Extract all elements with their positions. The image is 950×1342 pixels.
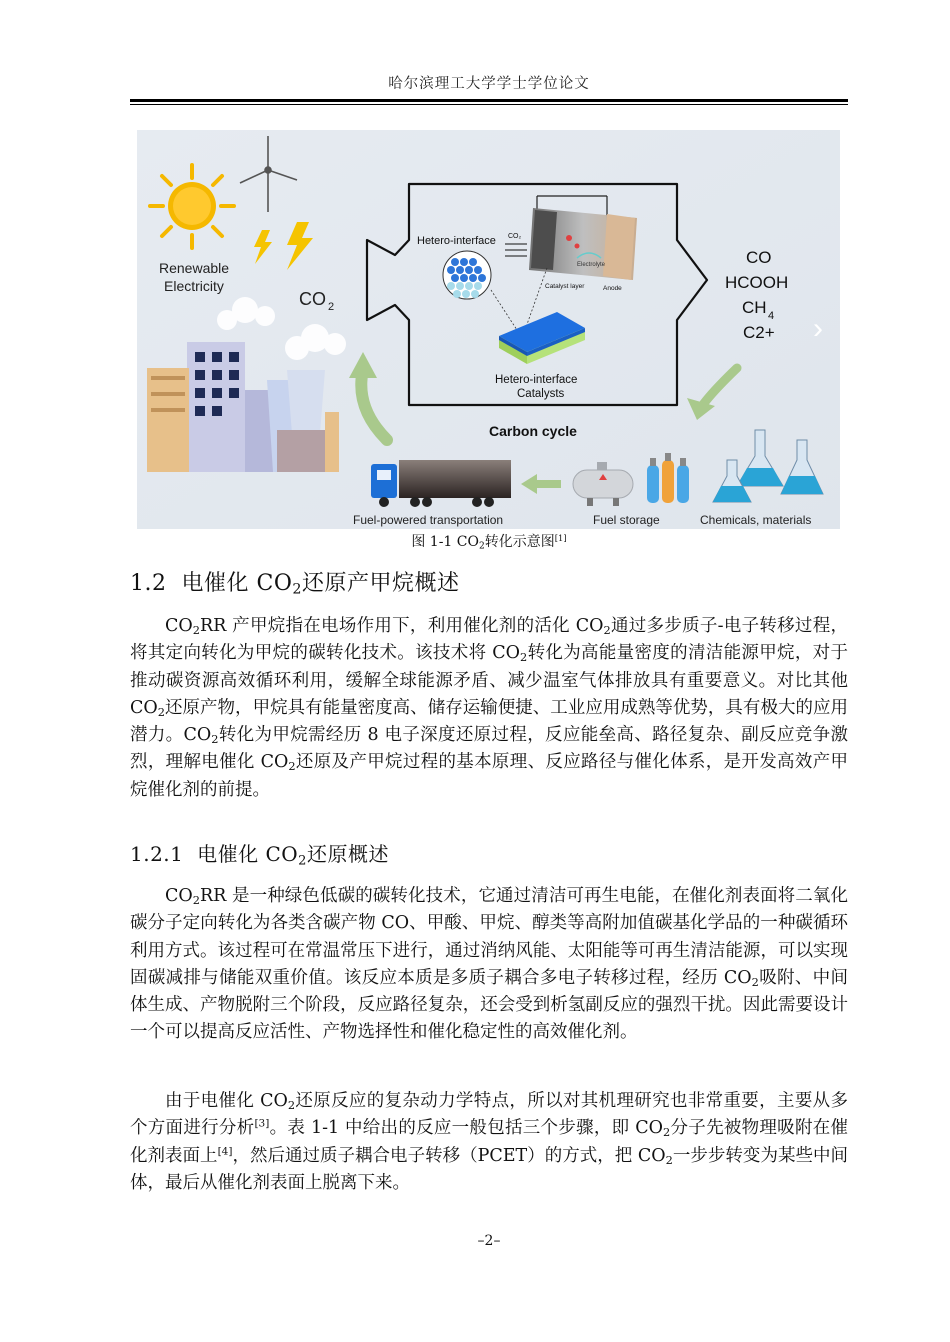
gas-cylinders-icon (647, 453, 689, 503)
text-run: CO (165, 886, 193, 906)
subsection-number: 1.2.1 (130, 842, 184, 866)
text-run: 。表 1-1 中给出的反应一般包括三个步骤，即 CO (269, 1118, 663, 1139)
product-co: CO (746, 248, 772, 267)
anode-label: Anode (603, 285, 622, 292)
paragraph-2 (130, 883, 848, 1047)
text-sub: 2 (665, 1152, 673, 1167)
text-sub: 2 (751, 974, 759, 989)
subsection-heading (130, 838, 389, 867)
citation-ref: [3] (254, 1118, 270, 1130)
paragraph-1 (130, 613, 848, 804)
catalyst-layer-label: Catalyst layer (545, 283, 585, 290)
text-sub: 2 (287, 1097, 296, 1112)
header-rule-thin (130, 104, 848, 105)
figure-caption (130, 531, 848, 551)
co2-small-label: CO₂ (508, 233, 522, 240)
text-run: ，然后通过质子耦合电子转移（PCET）的方式，把 CO (232, 1145, 666, 1166)
text-run: 还原反应的复杂动力学特点，所以对其机理研究也非常重要，主要从多个方面进行分析 (130, 1091, 848, 1139)
product-c2: C2+ (743, 323, 775, 342)
product-ch4: CH (742, 298, 767, 317)
text-run: RR 是一种绿色低碳的碳转化技术，它通过清洁可再生电能，在催化剂表面将二氧化碳分子定向转化为各类含碳产物 CO、甲酸、甲烷、醇类等高附加值碳基化学品的一种碳循环利用方式。该过程可在常温常压下进行，通过消纳风能、太阳能等可再生清洁能源，可以实现固碳减排与储能双重价值。该反应本质是多质子耦合多电子转移过程，经历 CO (130, 886, 848, 988)
caption-ref: [1] (554, 532, 567, 543)
storage-label: Fuel storage (593, 513, 660, 527)
running-header: 哈尔滨理工大学学士学位论文 (388, 76, 590, 92)
text-sub: 2 (211, 732, 219, 747)
text-run: 吸附、中间体生成、产物脱附三个阶段，反应路径复杂，还会受到析氢副反应的强烈干扰。因此需要设计一个可以提高反应活性、产物选择性和催化稳定性的高效催化剂。 (130, 967, 848, 1043)
section-title-b: 还原产甲烷概述 (301, 571, 460, 596)
text-run: 还原及产甲烷过程的基本原理、反应路径与催化体系，是开发高效产甲烷催化剂的前提。 (130, 752, 848, 800)
transport-label: Fuel-powered transportation (353, 513, 504, 527)
text-sub: 2 (603, 622, 611, 637)
text-sub: 2 (157, 704, 165, 719)
text-run: 一步步转变为某些中间体，最后从催化剂表面上脱离下来。 (130, 1145, 848, 1193)
text-sub: 2 (288, 759, 296, 774)
text-sub: 2 (192, 892, 200, 907)
page-number: –2– (477, 1233, 501, 1249)
co2-conversion-figure (137, 130, 840, 529)
electrolyte-label: Electrolyte (577, 262, 606, 268)
text-sub: 2 (520, 650, 528, 665)
section-title-sub: 2 (292, 581, 302, 598)
renewable-label-1: Renewable (159, 260, 230, 276)
hetero-interface-label: Hetero-interface (417, 235, 496, 247)
carbon-cycle-label: Carbon cycle (489, 423, 577, 439)
sun-icon (150, 165, 234, 248)
catalysts-label-2: Catalysts (517, 388, 565, 400)
section-number: 1.2 (130, 571, 167, 596)
paragraph-3 (130, 1088, 848, 1197)
caption-sub: 2 (478, 541, 485, 552)
subsection-title-a: 电催化 CO (197, 842, 299, 866)
text-sub: 2 (663, 1125, 671, 1140)
text-run: 转化为高能量密度的清洁能源甲烷，对于推动碳资源高效循环利用，缓解全球能源矛盾、减少温室气体排放具有重要意义。对比其他 CO (130, 643, 848, 718)
renewable-label-2: Electricity (164, 278, 224, 294)
chevron-right-icon: › (813, 312, 823, 345)
catalysts-label-1: Hetero-interface (495, 374, 578, 386)
citation-ref: [4] (217, 1145, 233, 1158)
text-run: 转化为甲烷需经历 8 电子深度还原过程，反应能垒高、路径复杂、副反应竞争激烈，理解电催化 CO (130, 725, 848, 773)
co2-cloud-sub: 2 (328, 301, 335, 313)
text-run: RR 产甲烷指在电场作用下，利用催化剂的活化 CO (199, 616, 604, 636)
text-run: 分子先被物理吸附在催化剂表面上 (130, 1118, 848, 1166)
caption-prefix: 图 1-1 CO (411, 534, 479, 550)
caption-suffix: 转化示意图 (484, 534, 555, 550)
co2-cloud-label: CO (299, 289, 326, 309)
chemicals-label: Chemicals, materials (700, 513, 812, 527)
text-run: CO (165, 616, 193, 636)
section-heading (130, 566, 460, 597)
product-ch4-sub: 4 (768, 310, 775, 322)
text-sub: 2 (192, 622, 200, 637)
subsection-title-b: 还原概述 (306, 842, 389, 866)
text-run: 由于电催化 CO (165, 1091, 288, 1111)
subsection-title-sub: 2 (298, 853, 307, 869)
text-run: 通过多步质子-电子转移过程，将其定向转化为甲烷的碳转化技术。该技术将 CO (130, 616, 848, 664)
text-run: 还原产物，甲烷具有能量密度高、储存运输便捷、工业应用成熟等优势，具有极大的应用潜力。CO (130, 697, 848, 746)
header-rule-thick (130, 99, 848, 102)
section-title-a: 电催化 CO (181, 571, 293, 596)
product-hcooh: HCOOH (725, 273, 789, 292)
